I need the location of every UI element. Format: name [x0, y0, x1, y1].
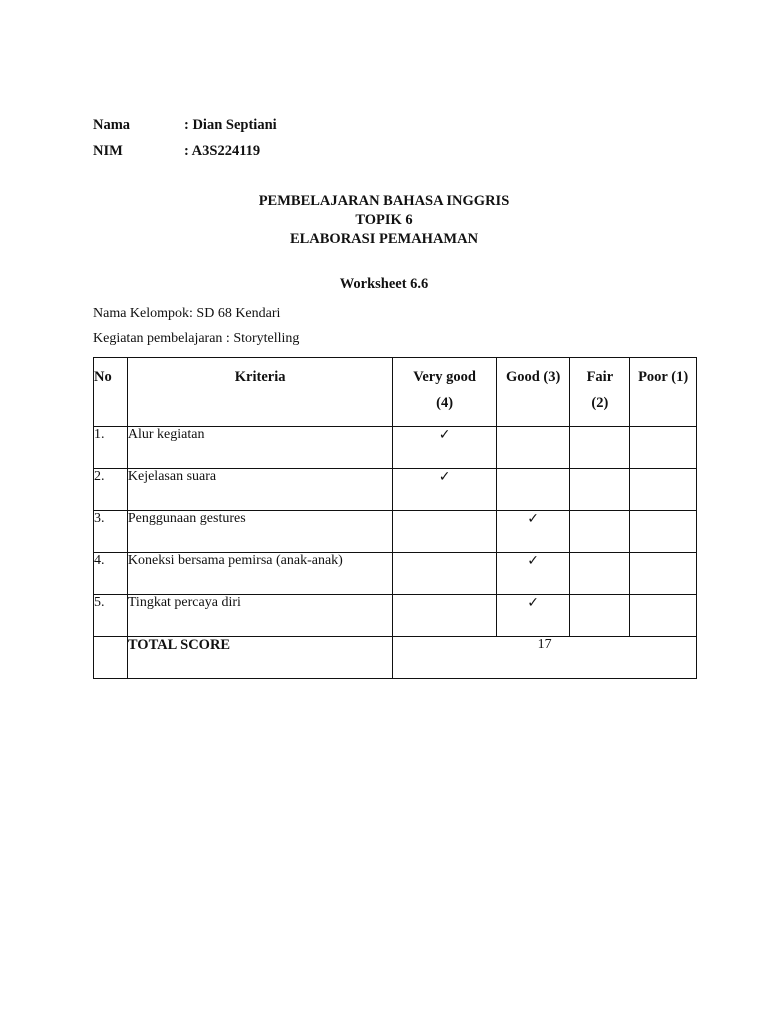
- header-fair: [570, 358, 630, 427]
- row-kriteria: Tingkat percaya diri: [127, 595, 392, 637]
- heading-line-1: PEMBELAJARAN BAHASA INGGRIS: [258, 193, 510, 209]
- table-header-row: [94, 358, 697, 427]
- score-cell-fair: [570, 511, 630, 553]
- header-kriteria: Kriteria: [127, 358, 392, 427]
- score-cell-very-good: [393, 427, 496, 469]
- name-value: : Dian Septiani: [184, 117, 277, 133]
- row-number: 5.: [94, 595, 128, 637]
- check-icon: ✓: [438, 469, 451, 485]
- total-label: TOTAL SCORE: [127, 637, 392, 679]
- rubric-table: [93, 357, 697, 679]
- header-very-good: [393, 358, 496, 427]
- nim-value: : A3S224119: [184, 143, 261, 159]
- table-row: [94, 595, 697, 637]
- group-line: Nama Kelompok: SD 68 Kendari: [93, 306, 281, 321]
- score-cell-poor: [630, 595, 697, 637]
- score-cell-fair: [570, 427, 630, 469]
- score-cell-good: [496, 511, 570, 553]
- header-very-good-score: (4): [436, 395, 454, 411]
- nim-label: NIM: [93, 143, 123, 159]
- row-kriteria: Alur kegiatan: [127, 427, 392, 469]
- score-cell-poor: [630, 427, 697, 469]
- total-no-cell: [94, 637, 128, 679]
- table-row: [94, 469, 697, 511]
- row-kriteria: Kejelasan suara: [127, 469, 392, 511]
- nim-line: [93, 143, 260, 160]
- row-number: 4.: [94, 553, 128, 595]
- score-cell-poor: [630, 553, 697, 595]
- check-icon: ✓: [438, 427, 451, 443]
- score-cell-poor: [630, 469, 697, 511]
- score-cell-fair: [570, 469, 630, 511]
- row-kriteria: Penggunaan gestures: [127, 511, 392, 553]
- score-cell-very-good: [393, 553, 496, 595]
- row-number: 3.: [94, 511, 128, 553]
- check-icon: ✓: [527, 595, 539, 611]
- total-row: [94, 637, 697, 679]
- check-icon: ✓: [527, 553, 539, 569]
- score-cell-fair: [570, 553, 630, 595]
- score-cell-fair: [570, 595, 630, 637]
- score-cell-very-good: [393, 469, 496, 511]
- header-good: Good (3): [496, 358, 570, 427]
- heading-line-2: TOPIK 6: [355, 212, 413, 228]
- header-fair-score: (2): [591, 395, 609, 411]
- row-kriteria: Koneksi bersama pemirsa (anak-anak): [127, 553, 392, 595]
- score-cell-good: [496, 595, 570, 637]
- heading-line-3: ELABORASI PEMAHAMAN: [289, 231, 479, 247]
- row-number: 1.: [94, 427, 128, 469]
- score-cell-very-good: [393, 595, 496, 637]
- table-row: [94, 511, 697, 553]
- score-cell-good: [496, 427, 570, 469]
- score-cell-very-good: [393, 511, 496, 553]
- header-no: No: [94, 358, 128, 427]
- header-very-good-label: Very good: [413, 369, 476, 385]
- total-value: 17: [393, 637, 697, 679]
- row-number: 2.: [94, 469, 128, 511]
- table-row: [94, 427, 697, 469]
- name-label: Nama: [93, 117, 131, 133]
- score-cell-good: [496, 553, 570, 595]
- activity-line: Kegiatan pembelajaran : Storytelling: [93, 331, 300, 346]
- worksheet-title: Worksheet 6.6: [339, 276, 429, 292]
- header-poor: Poor (1): [630, 358, 697, 427]
- check-icon: ✓: [527, 511, 539, 527]
- score-cell-good: [496, 469, 570, 511]
- header-fair-label: Fair: [586, 369, 614, 385]
- score-cell-poor: [630, 511, 697, 553]
- table-row: [94, 553, 697, 595]
- name-line: [93, 117, 277, 134]
